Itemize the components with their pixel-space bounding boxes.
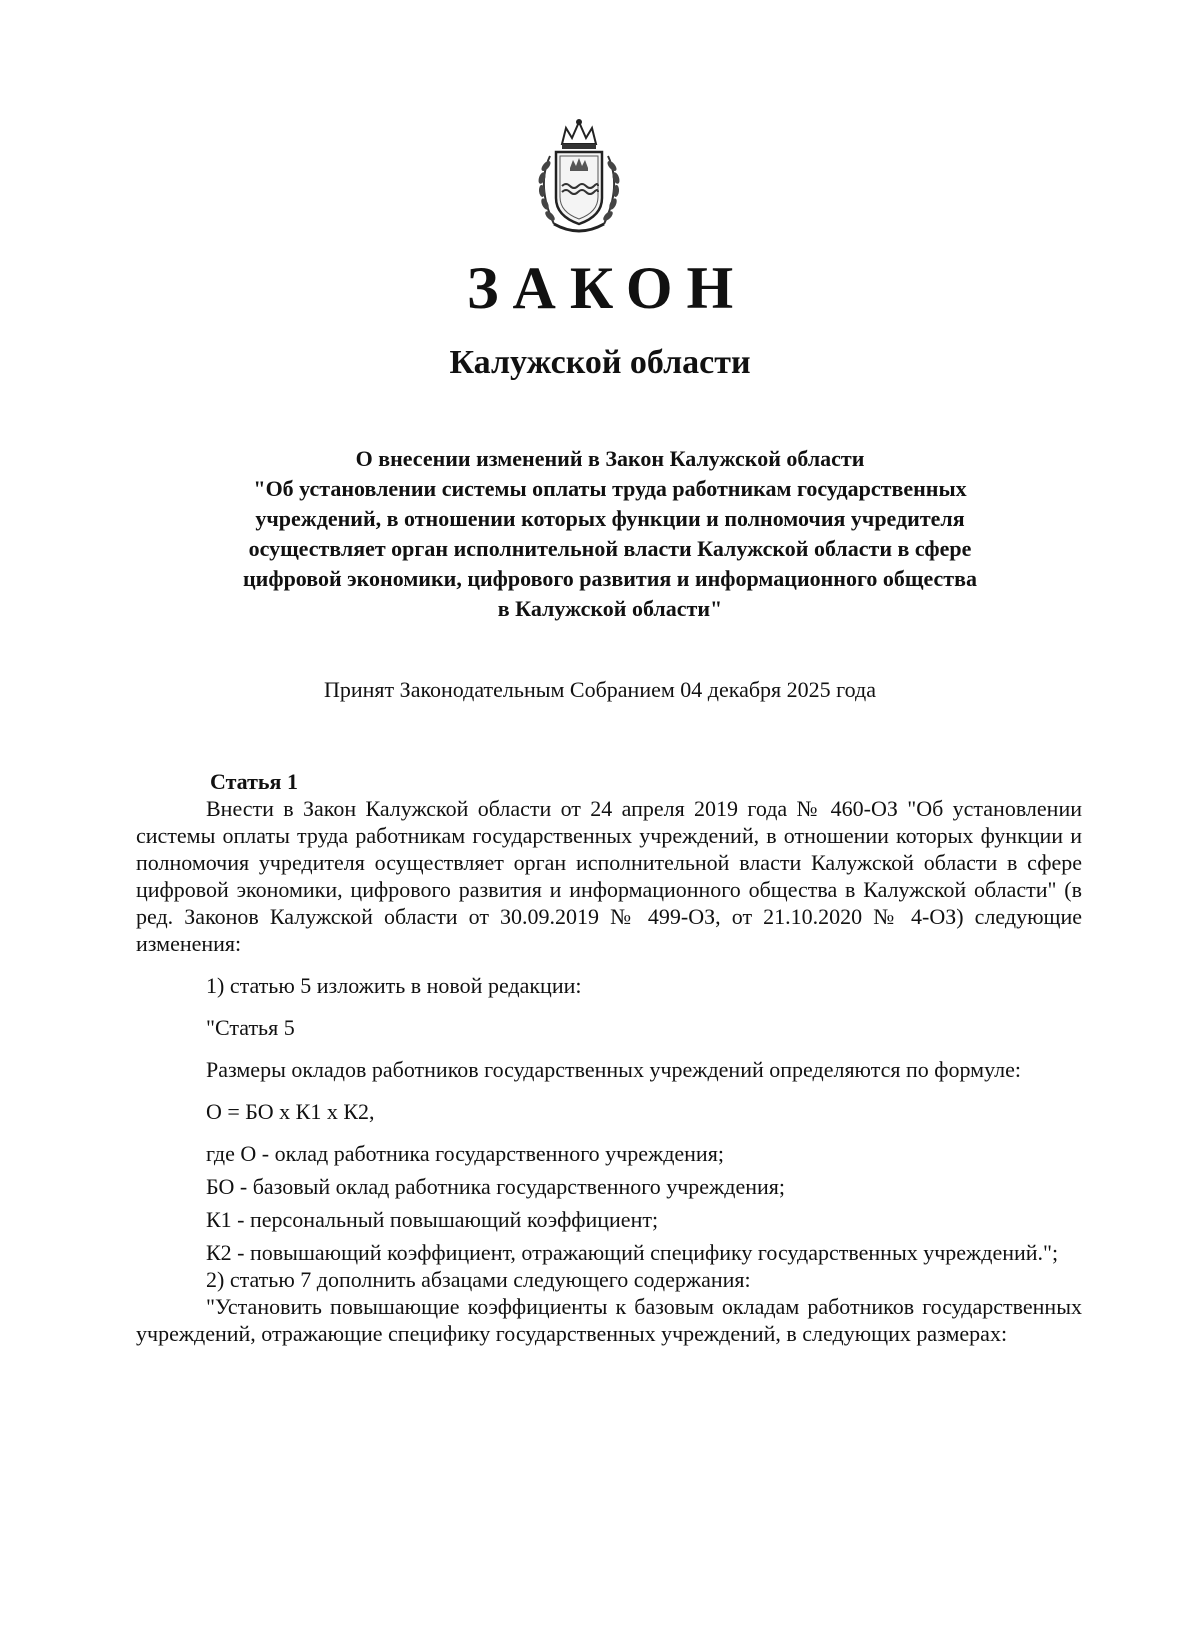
definition-o: где О - оклад работника государственного учреждения;: [206, 1141, 724, 1166]
adoption-note: Принят Законодательным Собранием 04 декабря 2025 года: [324, 677, 876, 702]
definition-bo: БО - базовый оклад работника государственного учреждения;: [206, 1174, 785, 1199]
region-name: Калужской области: [449, 344, 751, 381]
article-1-body: [136, 768, 1082, 1347]
article-heading: Статья 1: [210, 769, 298, 794]
salary-sizes-paragraph: Размеры окладов работников государственных учреждений определяются по формуле:: [206, 1057, 1021, 1082]
subject-line: цифровой экономики, цифрового развития и информационного общества: [243, 566, 977, 591]
law-subject: [150, 444, 1070, 624]
subject-line: в Калужской области": [497, 596, 723, 621]
definition-k2: К2 - повышающий коэффициент, отражающий специфику государственных учреждений.";: [206, 1240, 1059, 1265]
salary-formula: О = БО x К1 x К2,: [206, 1099, 375, 1124]
subject-line: учреждений, в отношении которых функции и полномочия учредителя: [255, 506, 965, 531]
subject-line: "Об установлении системы оплаты труда работникам государственных: [253, 476, 967, 501]
coat-of-arms-icon: [520, 116, 638, 240]
subject-line: осуществляет орган исполнительной власти Калужской области в сфере: [248, 536, 972, 561]
article-intro: Внести в Закон Калужской области от 24 апреля 2019 года № 460-ОЗ "Об установлении системы оплаты труда работникам государственных учреждений, в отношении которых функции и полномочия учредителя осуществляет орган исполнительной власти Калужской области в сфере цифровой экономики, цифрового развития и информационного общества в Калужской области" (в ред. Законов Калужской области от 30.09.2019 № 499-ОЗ, от 21.10.2020 № 4-ОЗ) следующие изменения:: [136, 796, 1082, 956]
amendment-item-2: 2) статью 7 дополнить абзацами следующего содержания:: [206, 1267, 751, 1292]
coefficients-paragraph: "Установить повышающие коэффициенты к базовым окладам работников государственных учреждений, отражающие специфику государственных учреждений, в следующих размерах:: [136, 1294, 1082, 1346]
quoted-article-heading: "Статья 5: [206, 1015, 295, 1040]
subject-line: О внесении изменений в Закон Калужской области: [355, 446, 865, 471]
definition-k1: К1 - персональный повышающий коэффициент;: [206, 1207, 659, 1232]
law-title: ЗАКОН: [466, 255, 748, 321]
amendment-item-1: 1) статью 5 изложить в новой редакции:: [206, 973, 582, 998]
